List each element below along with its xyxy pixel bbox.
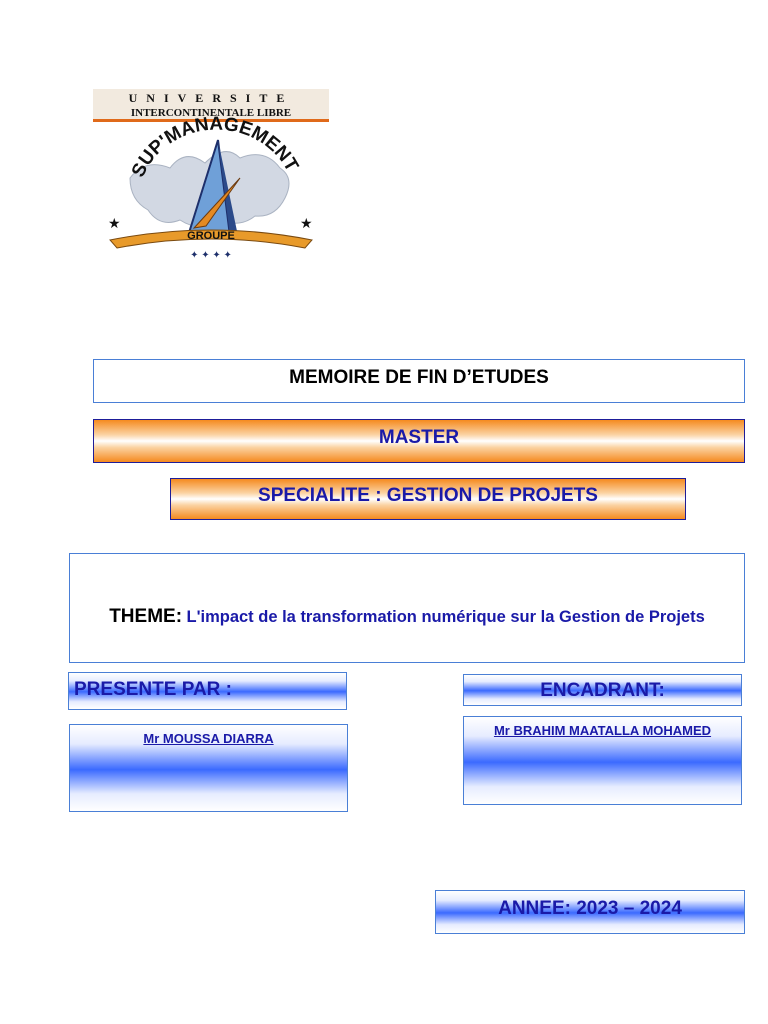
university-logo [90, 88, 332, 262]
logo-star-right: ★ [300, 215, 313, 231]
encadrant-box [463, 674, 742, 706]
presente-par-box [68, 672, 347, 710]
academic-year: ANNEE: 2023 – 2024 [498, 898, 682, 919]
specialite-label: SPECIALITE : GESTION DE PROJETS [258, 485, 598, 506]
logo-university-text: UNIVERSITE [128, 91, 294, 105]
presente-par-label: PRESENTE PAR : [74, 679, 233, 700]
degree-label: MASTER [378, 427, 460, 448]
degree-banner [93, 419, 745, 463]
student-name-box [69, 724, 348, 812]
encadrant-label: ENCADRANT: [540, 680, 665, 701]
supervisor-name-box [463, 716, 742, 805]
logo-intercontinentale-text: INTERCONTINENTALE LIBRE [130, 107, 292, 119]
student-name: Mr MOUSSA DIARRA [143, 731, 274, 746]
supervisor-name: Mr BRAHIM MAATALLA MOHAMED [493, 723, 712, 738]
logo-star-left: ★ [108, 215, 121, 231]
theme-label: THEME: [109, 606, 183, 627]
theme-text: L'impact de la transformation numérique sur la Gestion de Projets [186, 608, 705, 626]
memoire-title: MEMOIRE DE FIN D’ETUDES [289, 367, 549, 388]
logo-arc-text: SUP'MANAGEMENT [127, 113, 303, 181]
theme-content [70, 602, 744, 632]
memoire-title-box [93, 359, 745, 403]
logo-ribbon-text: GROUPE [187, 230, 235, 242]
logo-ribbon-stars: ✦ ✦ ✦ ✦ [190, 250, 232, 261]
academic-year-box [435, 890, 745, 934]
theme-box [69, 553, 745, 663]
specialite-banner [170, 478, 686, 520]
